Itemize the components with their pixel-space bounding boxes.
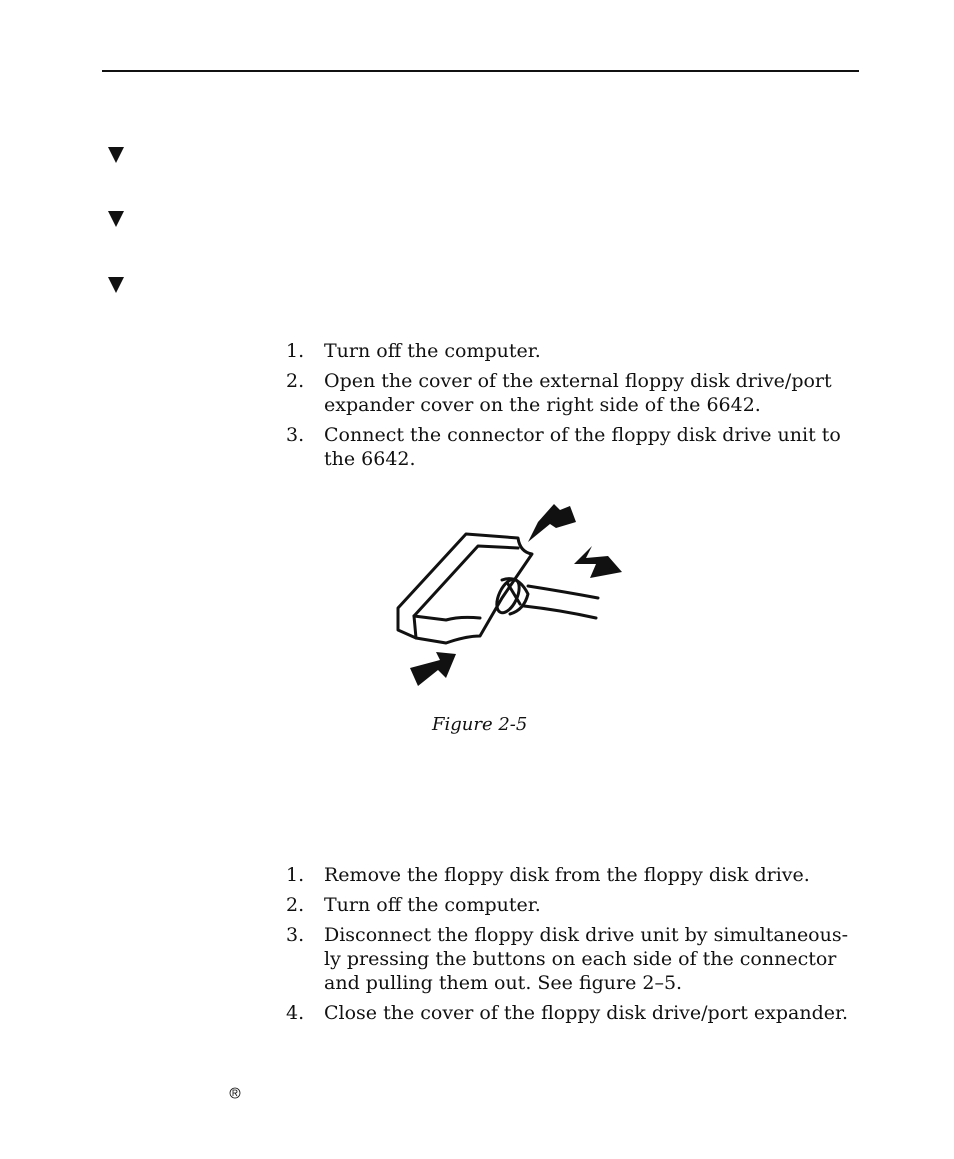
list-item bbox=[286, 923, 856, 995]
step-text: Turn off the computer. bbox=[324, 894, 541, 916]
step-number: 2. bbox=[286, 894, 305, 916]
connector-illustration bbox=[390, 498, 630, 694]
down-triangle-icon bbox=[106, 144, 126, 164]
figure-caption: Figure 2-5 bbox=[432, 714, 528, 735]
step-number: 2. bbox=[286, 370, 305, 392]
step-number: 1. bbox=[286, 864, 305, 886]
list-item bbox=[286, 1001, 856, 1025]
down-triangle-icon bbox=[106, 274, 126, 294]
step-text: Open the cover of the external floppy disk drive/port expander cover on the right side of the 6642. bbox=[324, 370, 832, 416]
step-number: 1. bbox=[286, 340, 305, 362]
step-text: Turn off the computer. bbox=[324, 340, 541, 362]
step-text: Remove the floppy disk from the floppy disk drive. bbox=[324, 864, 810, 886]
list-item bbox=[286, 369, 856, 417]
disconnect-steps-list bbox=[286, 863, 856, 1031]
registered-mark-icon bbox=[229, 1084, 241, 1096]
step-text: Connect the connector of the floppy disk drive unit to the 6642. bbox=[324, 424, 841, 470]
list-item bbox=[286, 863, 856, 887]
down-triangle-icon bbox=[106, 208, 126, 228]
header-rule bbox=[102, 70, 859, 72]
list-item bbox=[286, 339, 856, 363]
step-number: 3. bbox=[286, 424, 305, 446]
list-item bbox=[286, 893, 856, 917]
step-text: Disconnect the floppy disk drive unit by simultaneous- ly pressing the buttons on each side of the connector and pulling them out. See figure 2–5. bbox=[324, 924, 849, 994]
connect-steps-list bbox=[286, 339, 856, 477]
step-number: 4. bbox=[286, 1002, 305, 1024]
step-text: Close the cover of the floppy disk drive/port expander. bbox=[324, 1002, 849, 1024]
list-item bbox=[286, 423, 856, 471]
step-number: 3. bbox=[286, 924, 305, 946]
